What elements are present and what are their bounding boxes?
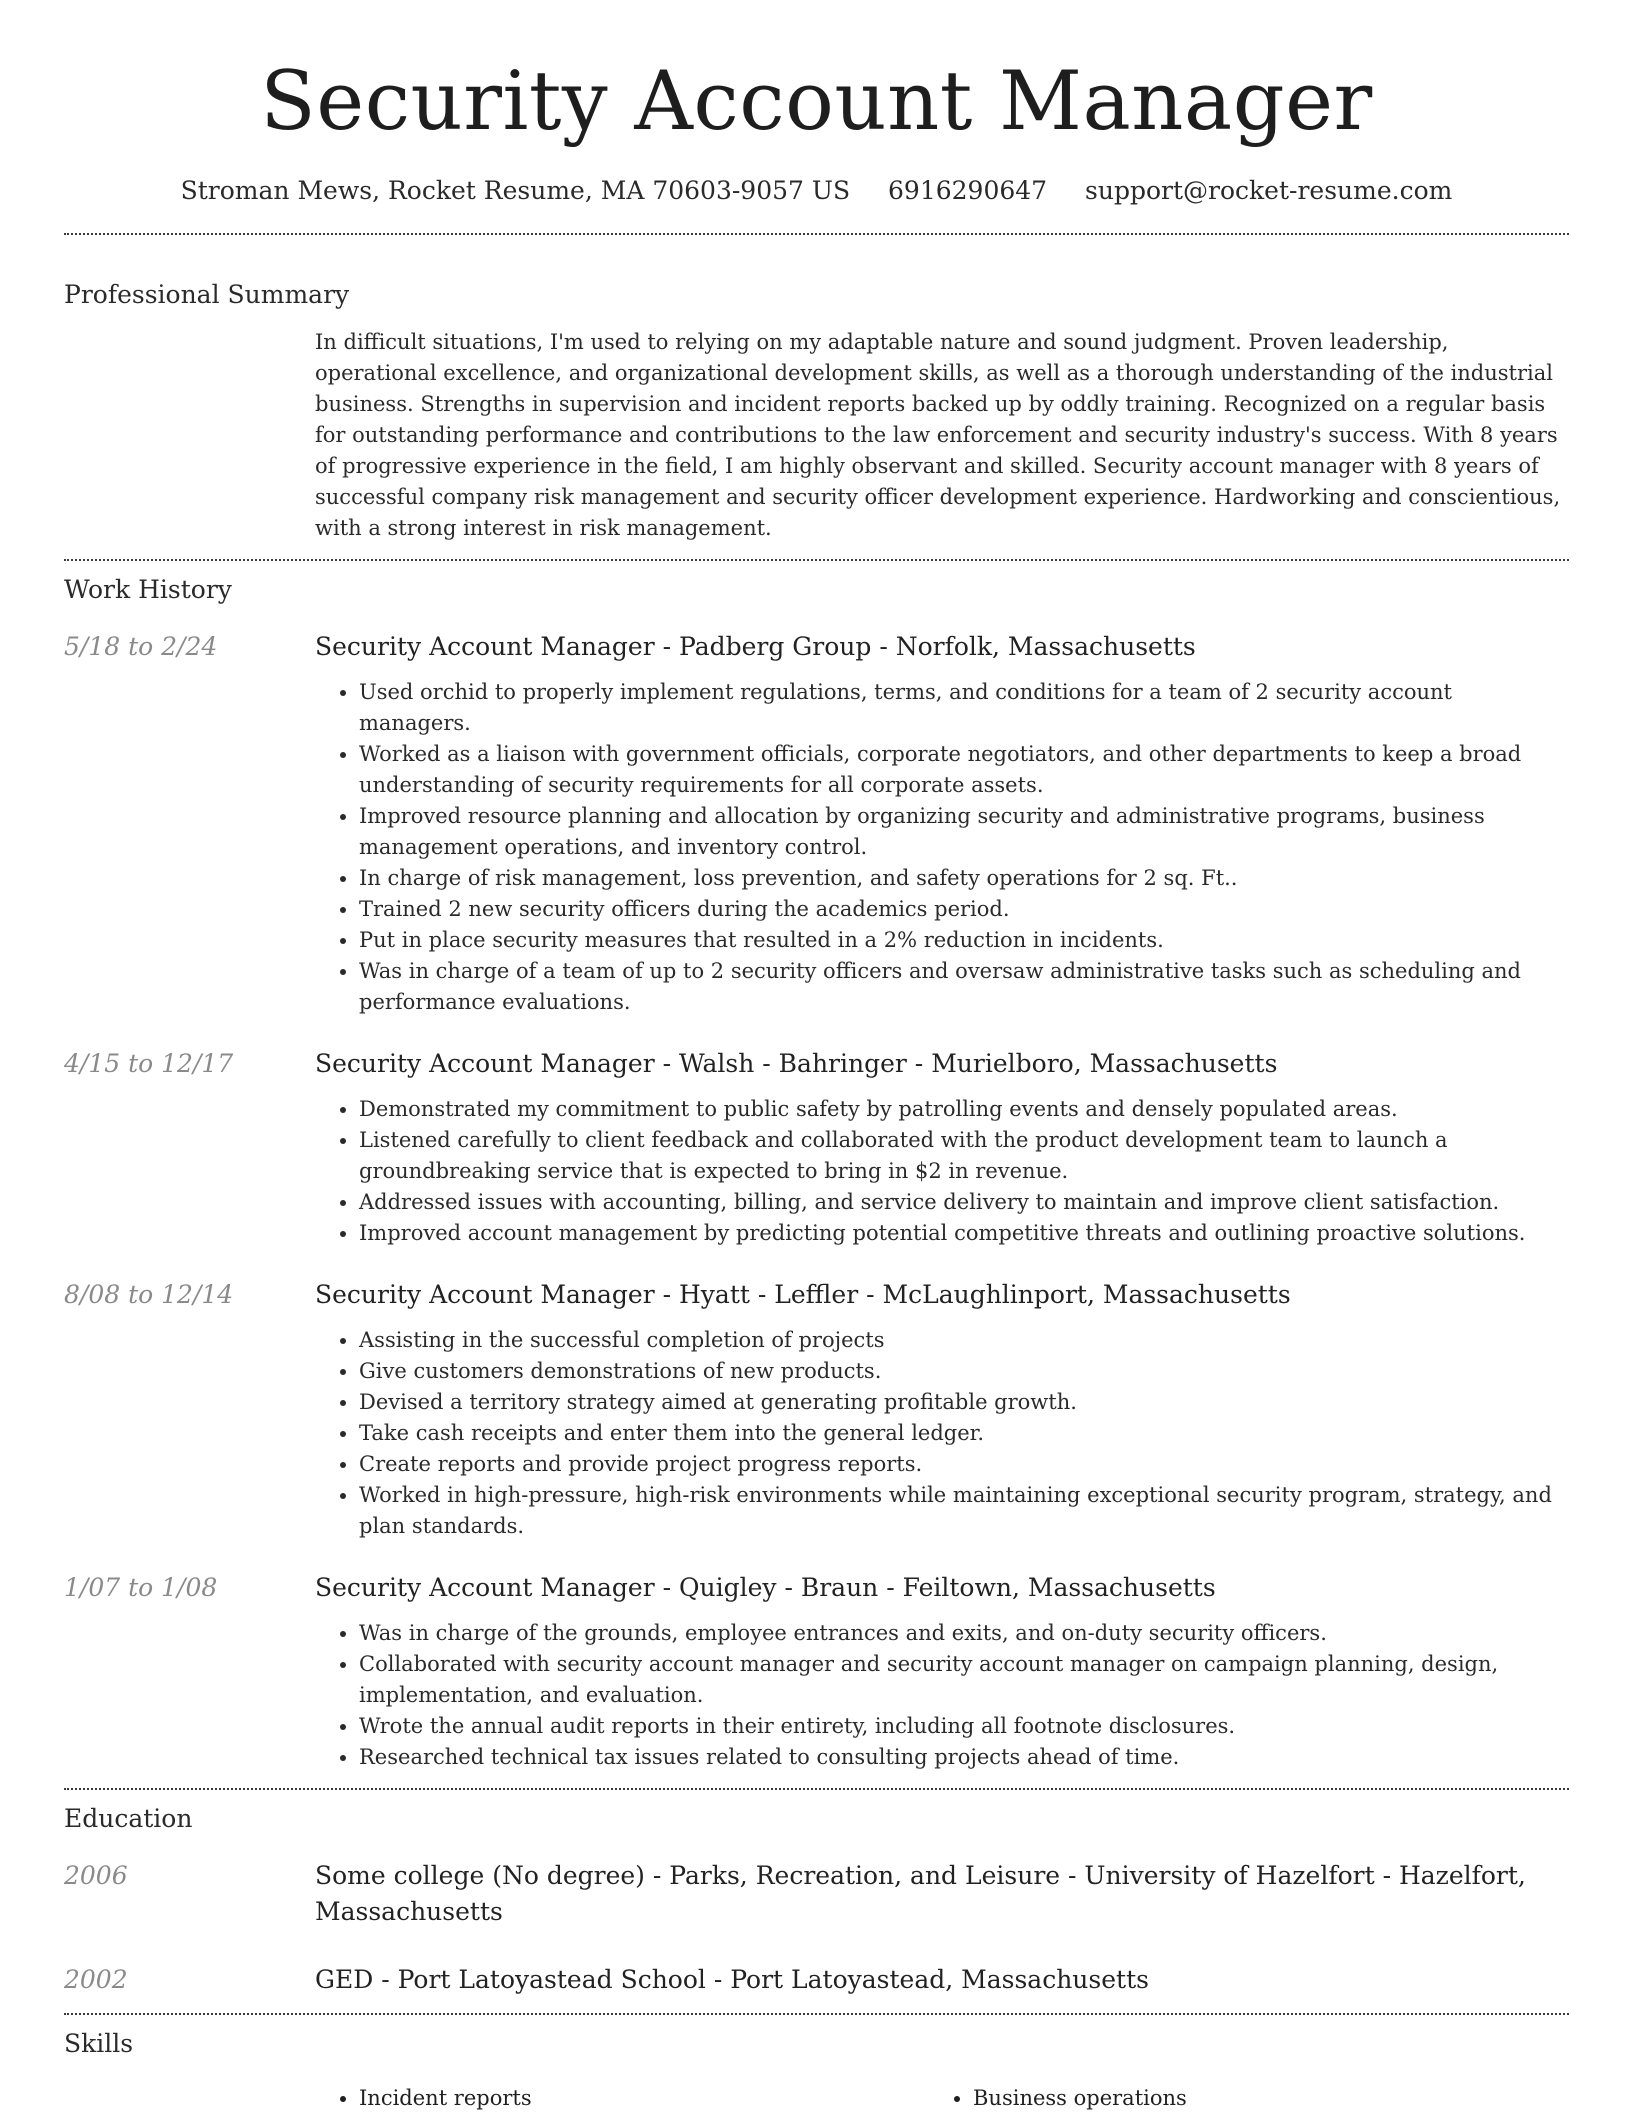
education-entry bbox=[64, 1962, 1569, 1998]
skills-grid bbox=[315, 2083, 1569, 2114]
education-section bbox=[64, 1802, 1569, 1998]
job-bullets bbox=[315, 677, 1569, 1018]
job-bullet: • Collaborated with security account manager and security account manager on campaign planning, design, implementation, and evaluation. bbox=[359, 1649, 1569, 1711]
job-body bbox=[315, 1046, 1569, 1249]
job-bullet: • Researched technical tax issues related to consulting projects ahead of time. bbox=[359, 1742, 1569, 1773]
resume-page bbox=[64, 0, 1569, 2114]
job-bullet: • Improved account management by predicting potential competitive threats and outlining proactive solutions. bbox=[359, 1218, 1569, 1249]
job-body bbox=[315, 1277, 1569, 1542]
job-bullet: • Listened carefully to client feedback and collaborated with the product development team to launch a groundbreaking service that is expected to bring in $2 in revenue. bbox=[359, 1125, 1569, 1187]
divider bbox=[64, 2013, 1569, 2015]
job-heading: Security Account Manager - Hyatt - Leffler - McLaughlinport, Massachusetts bbox=[315, 1280, 1291, 1309]
skills-column bbox=[315, 2083, 929, 2114]
education-heading bbox=[315, 1962, 1569, 1998]
education-heading-text: GED - Port Latoyastead School - Port Latoyastead, Massachusetts bbox=[315, 1965, 1149, 1994]
job-bullet: • Was in charge of the grounds, employee entrances and exits, and on-duty security officers. bbox=[359, 1618, 1569, 1649]
divider bbox=[64, 233, 1569, 235]
job-entry bbox=[64, 1570, 1569, 1773]
job-bullet: • Put in place security measures that resulted in a 2% reduction in incidents. bbox=[359, 925, 1569, 956]
job-bullets bbox=[315, 1325, 1569, 1542]
education-entry bbox=[64, 1858, 1569, 1930]
job-bullet: • Give customers demonstrations of new products. bbox=[359, 1356, 1569, 1387]
job-bullet: • Assisting in the successful completion of projects bbox=[359, 1325, 1569, 1356]
job-bullet: • Was in charge of a team of up to 2 security officers and oversaw administrative tasks such as scheduling and performance evaluations. bbox=[359, 956, 1569, 1018]
job-bullet: • Wrote the annual audit reports in their entirety, including all footnote disclosures. bbox=[359, 1711, 1569, 1742]
contact-line bbox=[64, 174, 1569, 208]
resume-title: Security Account Manager bbox=[260, 55, 1373, 149]
skills-title: Skills bbox=[64, 2029, 134, 2058]
job-date: 8/08 to 12/14 bbox=[64, 1280, 234, 1309]
job-entry bbox=[64, 1277, 1569, 1542]
job-bullet: • Create reports and provide project progress reports. bbox=[359, 1449, 1569, 1480]
job-bullet: • In charge of risk management, loss prevention, and safety operations for 2 sq. Ft.. bbox=[359, 863, 1569, 894]
job-date: 4/15 to 12/17 bbox=[64, 1049, 234, 1078]
work-history-section bbox=[64, 573, 1569, 1773]
job-body bbox=[315, 1570, 1569, 1773]
education-heading-text: Some college (No degree) - Parks, Recreation, and Leisure - University of Hazelfort - Hazelfort, Massachusetts bbox=[315, 1861, 1526, 1926]
job-bullets bbox=[315, 1094, 1569, 1249]
job-bullet: • Demonstrated my commitment to public safety by patrolling events and densely populated areas. bbox=[359, 1094, 1569, 1125]
divider bbox=[64, 1788, 1569, 1790]
job-bullet: • Take cash receipts and enter them into the general ledger. bbox=[359, 1418, 1569, 1449]
skills-section bbox=[64, 2027, 1569, 2114]
education-title: Education bbox=[64, 1804, 193, 1833]
job-date: 1/07 to 1/08 bbox=[64, 1573, 218, 1602]
skill-item: • Incident reports bbox=[359, 2083, 929, 2114]
job-date: 5/18 to 2/24 bbox=[64, 632, 218, 661]
job-entry bbox=[64, 629, 1569, 1018]
job-heading: Security Account Manager - Quigley - Braun - Feiltown, Massachusetts bbox=[315, 1573, 1216, 1602]
job-heading: Security Account Manager - Padberg Group - Norfolk, Massachusetts bbox=[315, 632, 1196, 661]
education-date: 2002 bbox=[64, 1965, 128, 1994]
summary-text: In difficult situations, I'm used to relying on my adaptable nature and sound judgment. Proven leadership, operational excellence, and organizational development skills, as well as a thorough understanding of the industrial business. Strengths in supervision and incident reports backed up by oddly training. Recognized on a regular basis for outstanding performance and contributions to the law enforcement and security industry's success. With 8 years of progressive experience in the field, I am highly observant and skilled. Security account manager with 8 years of successful company risk management and security officer development experience. Hardworking and conscientious, with a strong interest in risk management. bbox=[315, 330, 1561, 540]
skills-column bbox=[929, 2083, 1543, 2114]
job-bullet: • Devised a territory strategy aimed at generating profitable growth. bbox=[359, 1387, 1569, 1418]
skill-item: • Business operations bbox=[973, 2083, 1543, 2114]
job-bullet: • Addressed issues with accounting, billing, and service delivery to maintain and improve client satisfaction. bbox=[359, 1187, 1569, 1218]
contact-address: Stroman Mews, Rocket Resume, MA 70603-9057 US bbox=[180, 176, 851, 205]
job-bullets bbox=[315, 1618, 1569, 1773]
work-history-title: Work History bbox=[64, 575, 232, 604]
job-bullet: • Trained 2 new security officers during the academics period. bbox=[359, 894, 1569, 925]
job-bullet: • Worked in high-pressure, high-risk environments while maintaining exceptional security program, strategy, and plan standards. bbox=[359, 1480, 1569, 1542]
job-heading: Security Account Manager - Walsh - Bahringer - Murielboro, Massachusetts bbox=[315, 1049, 1278, 1078]
education-heading bbox=[315, 1858, 1569, 1930]
job-bullet: • Used orchid to properly implement regulations, terms, and conditions for a team of 2 security account managers. bbox=[359, 677, 1569, 739]
summary-section bbox=[64, 278, 1569, 544]
job-bullet: • Worked as a liaison with government officials, corporate negotiators, and other departments to keep a broad understanding of security requirements for all corporate assets. bbox=[359, 739, 1569, 801]
divider bbox=[64, 559, 1569, 561]
job-body bbox=[315, 629, 1569, 1018]
job-bullet: • Improved resource planning and allocation by organizing security and administrative programs, business management operations, and inventory control. bbox=[359, 801, 1569, 863]
contact-phone: 6916290647 bbox=[888, 176, 1048, 205]
contact-email: support@rocket-resume.com bbox=[1085, 176, 1453, 205]
job-entry bbox=[64, 1046, 1569, 1249]
education-date: 2006 bbox=[64, 1861, 128, 1890]
summary-section-title: Professional Summary bbox=[64, 280, 350, 309]
